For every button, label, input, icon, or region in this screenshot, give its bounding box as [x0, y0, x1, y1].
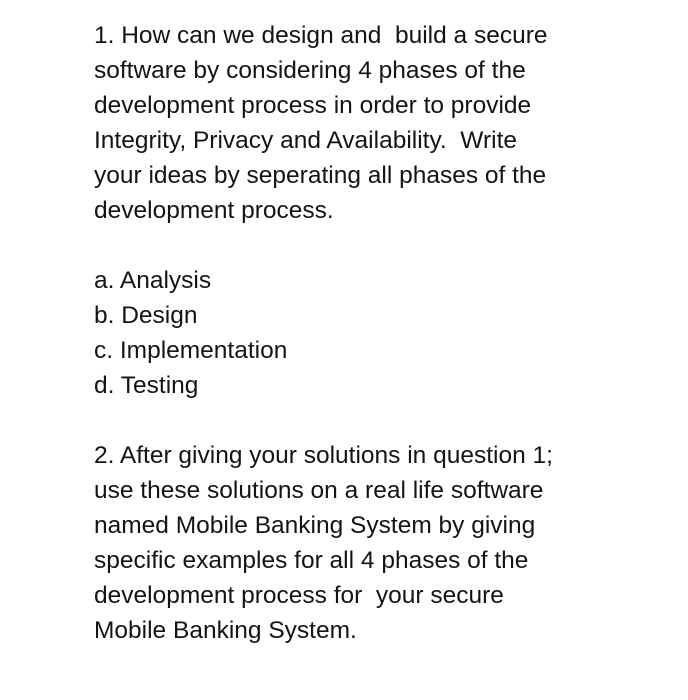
document-page: [94, 18, 674, 648]
question-2-line: specific examples for all 4 phases of the: [94, 547, 529, 574]
question-2: [94, 438, 674, 648]
option-implementation: c. Implementation: [94, 337, 288, 364]
question-1-line: development process in order to provide: [94, 92, 532, 119]
option-analysis: a. Analysis: [94, 267, 212, 294]
question-2-line: named Mobile Banking System by giving: [94, 512, 536, 539]
question-1-line: development process.: [94, 197, 334, 224]
question-2-line: use these solutions on a real life software: [94, 477, 544, 504]
question-1: [94, 18, 674, 228]
question-1-line: Integrity, Privacy and Availability. Write: [94, 127, 518, 154]
question-2-line: 2. After giving your solutions in question 1;: [94, 442, 553, 469]
question-1-line: software by considering 4 phases of the: [94, 57, 526, 84]
question-1-line: 1. How can we design and build a secure: [94, 22, 548, 49]
question-1-line: your ideas by seperating all phases of the: [94, 162, 547, 189]
option-testing: d. Testing: [94, 372, 199, 399]
question-2-line: development process for your secure: [94, 582, 504, 609]
phase-options-list: [94, 263, 674, 403]
option-design: b. Design: [94, 302, 198, 329]
question-2-line: Mobile Banking System.: [94, 617, 357, 644]
